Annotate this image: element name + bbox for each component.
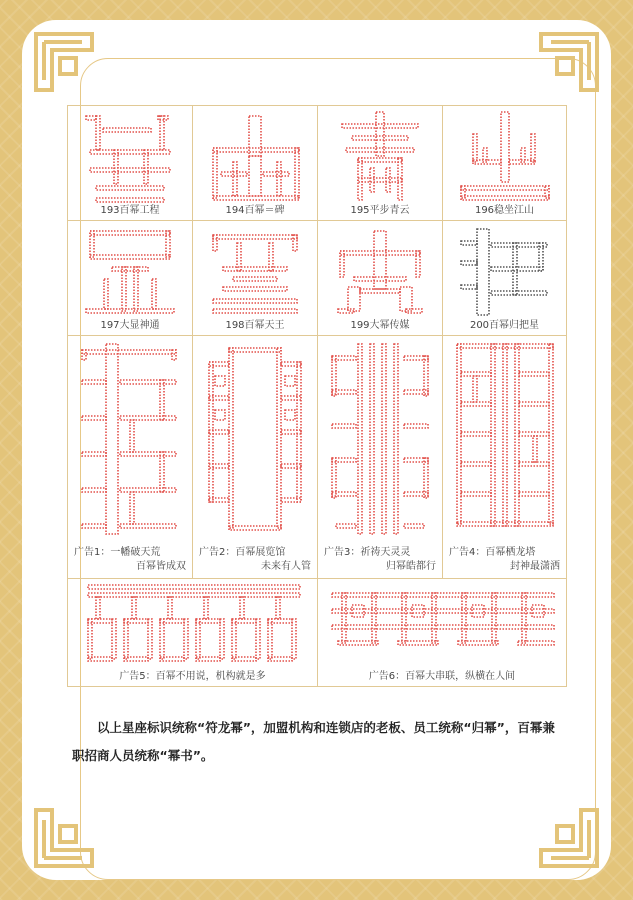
symbol-cell-199	[318, 221, 443, 336]
ad-caption: 广告5：百幂不用说，机构就是多	[119, 671, 266, 682]
symbol-caption: 198百幂天王	[225, 320, 285, 331]
stitch-segment	[293, 235, 297, 251]
stitch-segment	[461, 492, 491, 496]
ad-cell-6	[318, 579, 567, 687]
stitch-segment	[477, 229, 489, 315]
ad-caption	[74, 546, 186, 574]
stitch-segment	[204, 597, 208, 619]
stitch-segment	[82, 350, 86, 360]
stitch-segment	[134, 267, 138, 311]
ad-caption-line1: 广告1：一幡破天荒	[74, 547, 161, 558]
stitch-segment	[132, 597, 136, 619]
stitch-segment	[295, 148, 299, 198]
stitch-segment	[88, 593, 300, 597]
ad-caption-line2: 封神最潇洒	[510, 561, 560, 572]
stitch-segment	[277, 162, 281, 196]
ad-cell-1	[68, 336, 193, 579]
stitch-segment	[229, 348, 281, 352]
stitch-segment	[160, 619, 164, 659]
symbol-cell-196	[443, 106, 567, 221]
stitch-segment	[88, 619, 92, 659]
ad-5-glyph	[68, 579, 318, 669]
stitch-segment	[513, 243, 517, 295]
stitch-segment	[358, 178, 402, 182]
stitch-segment	[86, 309, 174, 313]
ad-caption-line2: 未来有人管	[261, 561, 311, 572]
stitch-segment	[268, 619, 272, 659]
stitch-segment	[382, 344, 386, 534]
stitch-segment	[249, 156, 261, 196]
stitch-segment	[88, 657, 112, 661]
stitch-segment	[120, 452, 176, 456]
stitch-segment	[358, 344, 362, 534]
stitch-segment	[196, 619, 200, 659]
stitch-segment	[160, 380, 164, 420]
stitch-segment	[352, 136, 408, 140]
stitch-segment	[256, 619, 260, 659]
corner-ornament-bottom-right	[517, 786, 601, 870]
symbol-193-glyph	[68, 106, 193, 206]
ad-cell-2	[193, 336, 318, 579]
stitch-segment	[461, 462, 491, 466]
ad-caption-line1: 广告2：百幂展览馆	[199, 547, 286, 558]
stitch-segment	[106, 344, 118, 534]
stitch-segment	[120, 416, 176, 420]
stitch-segment	[233, 162, 237, 196]
stitch-segment	[124, 619, 128, 659]
stitch-segment	[263, 172, 289, 176]
stitch-segment	[492, 593, 496, 643]
stitch-segment	[90, 231, 170, 235]
symbol-cell-197	[68, 221, 193, 336]
stitch-segment	[148, 619, 152, 659]
stitch-segment	[531, 134, 535, 162]
stitch-segment	[519, 492, 549, 496]
stitch-segment	[96, 597, 100, 619]
stitch-segment	[348, 287, 360, 311]
symbol-cell-193	[68, 106, 193, 221]
stitch-segment	[332, 609, 554, 613]
stitch-segment	[372, 593, 376, 643]
stitch-segment	[223, 267, 287, 271]
stitch-segment	[342, 593, 346, 643]
ad-1-glyph	[68, 336, 193, 546]
stitch-segment	[124, 657, 148, 661]
symbol-cell-194	[193, 106, 318, 221]
stitch-segment	[213, 309, 297, 313]
symbol-197-glyph	[68, 221, 193, 321]
stitch-segment	[332, 625, 554, 629]
stitch-segment	[184, 619, 188, 659]
stitch-segment	[285, 376, 295, 386]
stitch-segment	[213, 235, 217, 251]
stitch-segment	[249, 116, 261, 156]
stitch-segment	[515, 344, 519, 526]
stitch-segment	[221, 172, 247, 176]
stitch-segment	[104, 279, 108, 309]
stitch-segment	[354, 277, 406, 281]
stitch-segment	[519, 402, 549, 406]
stitch-segment	[82, 380, 106, 384]
stitch-segment	[232, 619, 236, 659]
description-paragraph: 以上星座标识统称“符龙幂”，加盟机构和连锁店的老板、员工统称“归幂”，百幂兼职招商人员统称“幂书”。	[72, 720, 555, 763]
corner-ornament-top-left	[32, 30, 116, 114]
ad-cell-4	[443, 336, 567, 579]
symbol-row-1	[68, 106, 567, 221]
ad-caption-line1: 广告3：祈祷天灵灵	[324, 547, 411, 558]
ad-caption	[449, 546, 560, 574]
stitch-segment	[358, 158, 362, 200]
symbol-caption: 200百幂归把星	[469, 320, 540, 331]
stitch-segment	[160, 116, 164, 150]
stitch-segment	[220, 619, 224, 659]
stitch-segment	[461, 432, 491, 436]
stitch-segment	[501, 112, 509, 182]
stitch-segment	[432, 593, 436, 643]
stitch-segment	[213, 299, 297, 303]
ad-caption-line1: 广告4：百幂栖龙塔	[449, 547, 536, 558]
stitch-segment	[461, 186, 549, 190]
stitch-segment	[112, 267, 148, 271]
symbol-caption: 196稳坐江山	[474, 205, 535, 216]
stitch-segment	[82, 524, 106, 528]
stitch-segment	[370, 344, 374, 534]
ad-caption: 广告6：百幂大串联，纵横在人间	[368, 671, 516, 682]
stitch-segment	[209, 396, 229, 400]
wide-ad-row	[68, 579, 567, 687]
stitch-segment	[533, 436, 537, 462]
stitch-segment	[240, 597, 244, 619]
stitch-segment	[472, 605, 484, 617]
corner-ornament-top-right	[517, 30, 601, 114]
symbol-198-glyph	[193, 221, 318, 321]
symbol-caption: 197大显神通	[100, 320, 160, 331]
stitch-segment	[461, 241, 477, 245]
stitch-segment	[96, 116, 100, 150]
ad-3-glyph	[318, 336, 443, 546]
ad-2-glyph	[193, 336, 318, 546]
corner-ornament-bottom-left	[32, 786, 116, 870]
stitch-segment	[82, 416, 106, 420]
symbol-200-glyph	[443, 221, 567, 321]
stitch-segment	[336, 524, 356, 528]
ad-6-glyph	[318, 579, 567, 669]
stitch-segment	[172, 350, 176, 360]
ad-cell-5	[68, 579, 318, 687]
stitch-segment	[82, 452, 106, 456]
stitch-segment	[358, 158, 402, 162]
ad-4-glyph	[443, 336, 567, 546]
stitch-segment	[215, 376, 225, 386]
stitch-segment	[120, 524, 176, 528]
stitch-segment	[215, 410, 225, 420]
ad-row	[68, 336, 567, 579]
stitch-segment	[332, 424, 356, 428]
stitch-segment	[130, 420, 134, 452]
stitch-segment	[346, 148, 414, 152]
stitch-segment	[404, 424, 428, 428]
stitch-segment	[342, 124, 418, 128]
ad-cell-3	[318, 336, 443, 579]
symbol-cell-198	[193, 221, 318, 336]
stitch-segment	[114, 150, 118, 184]
stitch-segment	[522, 593, 526, 643]
stitch-segment	[160, 657, 184, 661]
stitch-segment	[232, 657, 256, 661]
stitch-segment	[402, 593, 406, 643]
stitch-segment	[281, 464, 301, 468]
stitch-segment	[229, 526, 281, 530]
stitch-segment	[152, 279, 156, 309]
stitch-segment	[491, 291, 547, 295]
stitch-segment	[457, 522, 553, 526]
stitch-segment	[394, 344, 398, 534]
stitch-segment	[213, 148, 217, 198]
stitch-segment	[144, 150, 148, 184]
stitch-segment	[90, 255, 170, 259]
stitch-segment	[90, 168, 170, 172]
stitch-segment	[223, 287, 287, 291]
stitch-segment	[213, 235, 297, 239]
stitch-segment	[462, 593, 466, 643]
stitch-segment	[473, 134, 477, 162]
stitch-segment	[88, 585, 300, 589]
stitch-segment	[404, 524, 424, 528]
symbol-199-glyph	[318, 221, 443, 321]
stitch-segment	[233, 277, 277, 281]
stitch-segment	[400, 287, 412, 311]
stitch-segment	[503, 344, 507, 526]
symbol-caption: 195平步青云	[350, 205, 410, 216]
stitch-segment	[196, 657, 220, 661]
stitch-segment	[292, 619, 296, 659]
stitch-segment	[549, 344, 553, 524]
stitch-segment	[209, 464, 229, 468]
stitch-segment	[130, 492, 134, 524]
stitch-segment	[168, 597, 172, 619]
symbol-cell-200	[443, 221, 567, 336]
symbol-grid	[67, 105, 567, 687]
stitch-segment	[103, 128, 151, 132]
ad-caption-line2: 归幂皓都行	[386, 561, 436, 572]
symbol-195-glyph	[318, 106, 443, 206]
stitch-segment	[340, 251, 420, 255]
stitch-segment	[90, 150, 170, 154]
stitch-segment	[281, 396, 301, 400]
stitch-segment	[386, 168, 390, 192]
ad-caption-line2: 百幂皆成双	[136, 561, 186, 572]
stitch-segment	[112, 619, 116, 659]
ad-caption	[199, 546, 311, 574]
stitch-segment	[519, 372, 549, 376]
stitch-segment	[461, 196, 549, 200]
stitch-segment	[412, 605, 424, 617]
stitch-segment	[376, 112, 384, 156]
symbol-caption: 193百幂工程	[100, 205, 160, 216]
stitch-segment	[352, 605, 364, 617]
stitch-segment	[213, 148, 299, 152]
stitch-segment	[96, 186, 164, 190]
symbol-194-glyph	[193, 106, 318, 206]
symbol-196-glyph	[443, 106, 567, 206]
symbol-caption: 194百幂＝碑	[225, 205, 285, 216]
stitch-segment	[229, 348, 233, 528]
stitch-segment	[461, 261, 477, 265]
stitch-segment	[86, 116, 96, 120]
stitch-segment	[461, 285, 477, 289]
stitch-segment	[518, 641, 554, 645]
symbol-caption: 199大幂传媒	[350, 320, 410, 331]
stitch-segment	[285, 410, 295, 420]
stitch-segment	[281, 430, 301, 434]
stitch-segment	[120, 380, 176, 384]
stitch-segment	[268, 657, 292, 661]
stitch-segment	[370, 168, 374, 192]
stitch-segment	[82, 488, 106, 492]
stitch-segment	[338, 309, 354, 313]
stitch-segment	[120, 488, 176, 492]
stitch-segment	[332, 593, 554, 597]
symbol-row-2	[68, 221, 567, 336]
stitch-segment	[122, 267, 126, 311]
stitch-segment	[473, 376, 477, 402]
ad-caption	[324, 546, 436, 574]
stitch-segment	[532, 605, 544, 617]
symbol-cell-195	[318, 106, 443, 221]
stitch-segment	[457, 344, 553, 348]
stitch-segment	[521, 148, 525, 162]
stitch-segment	[209, 430, 229, 434]
stitch-segment	[160, 452, 164, 492]
stitch-segment	[276, 597, 280, 619]
stitch-segment	[82, 350, 176, 354]
